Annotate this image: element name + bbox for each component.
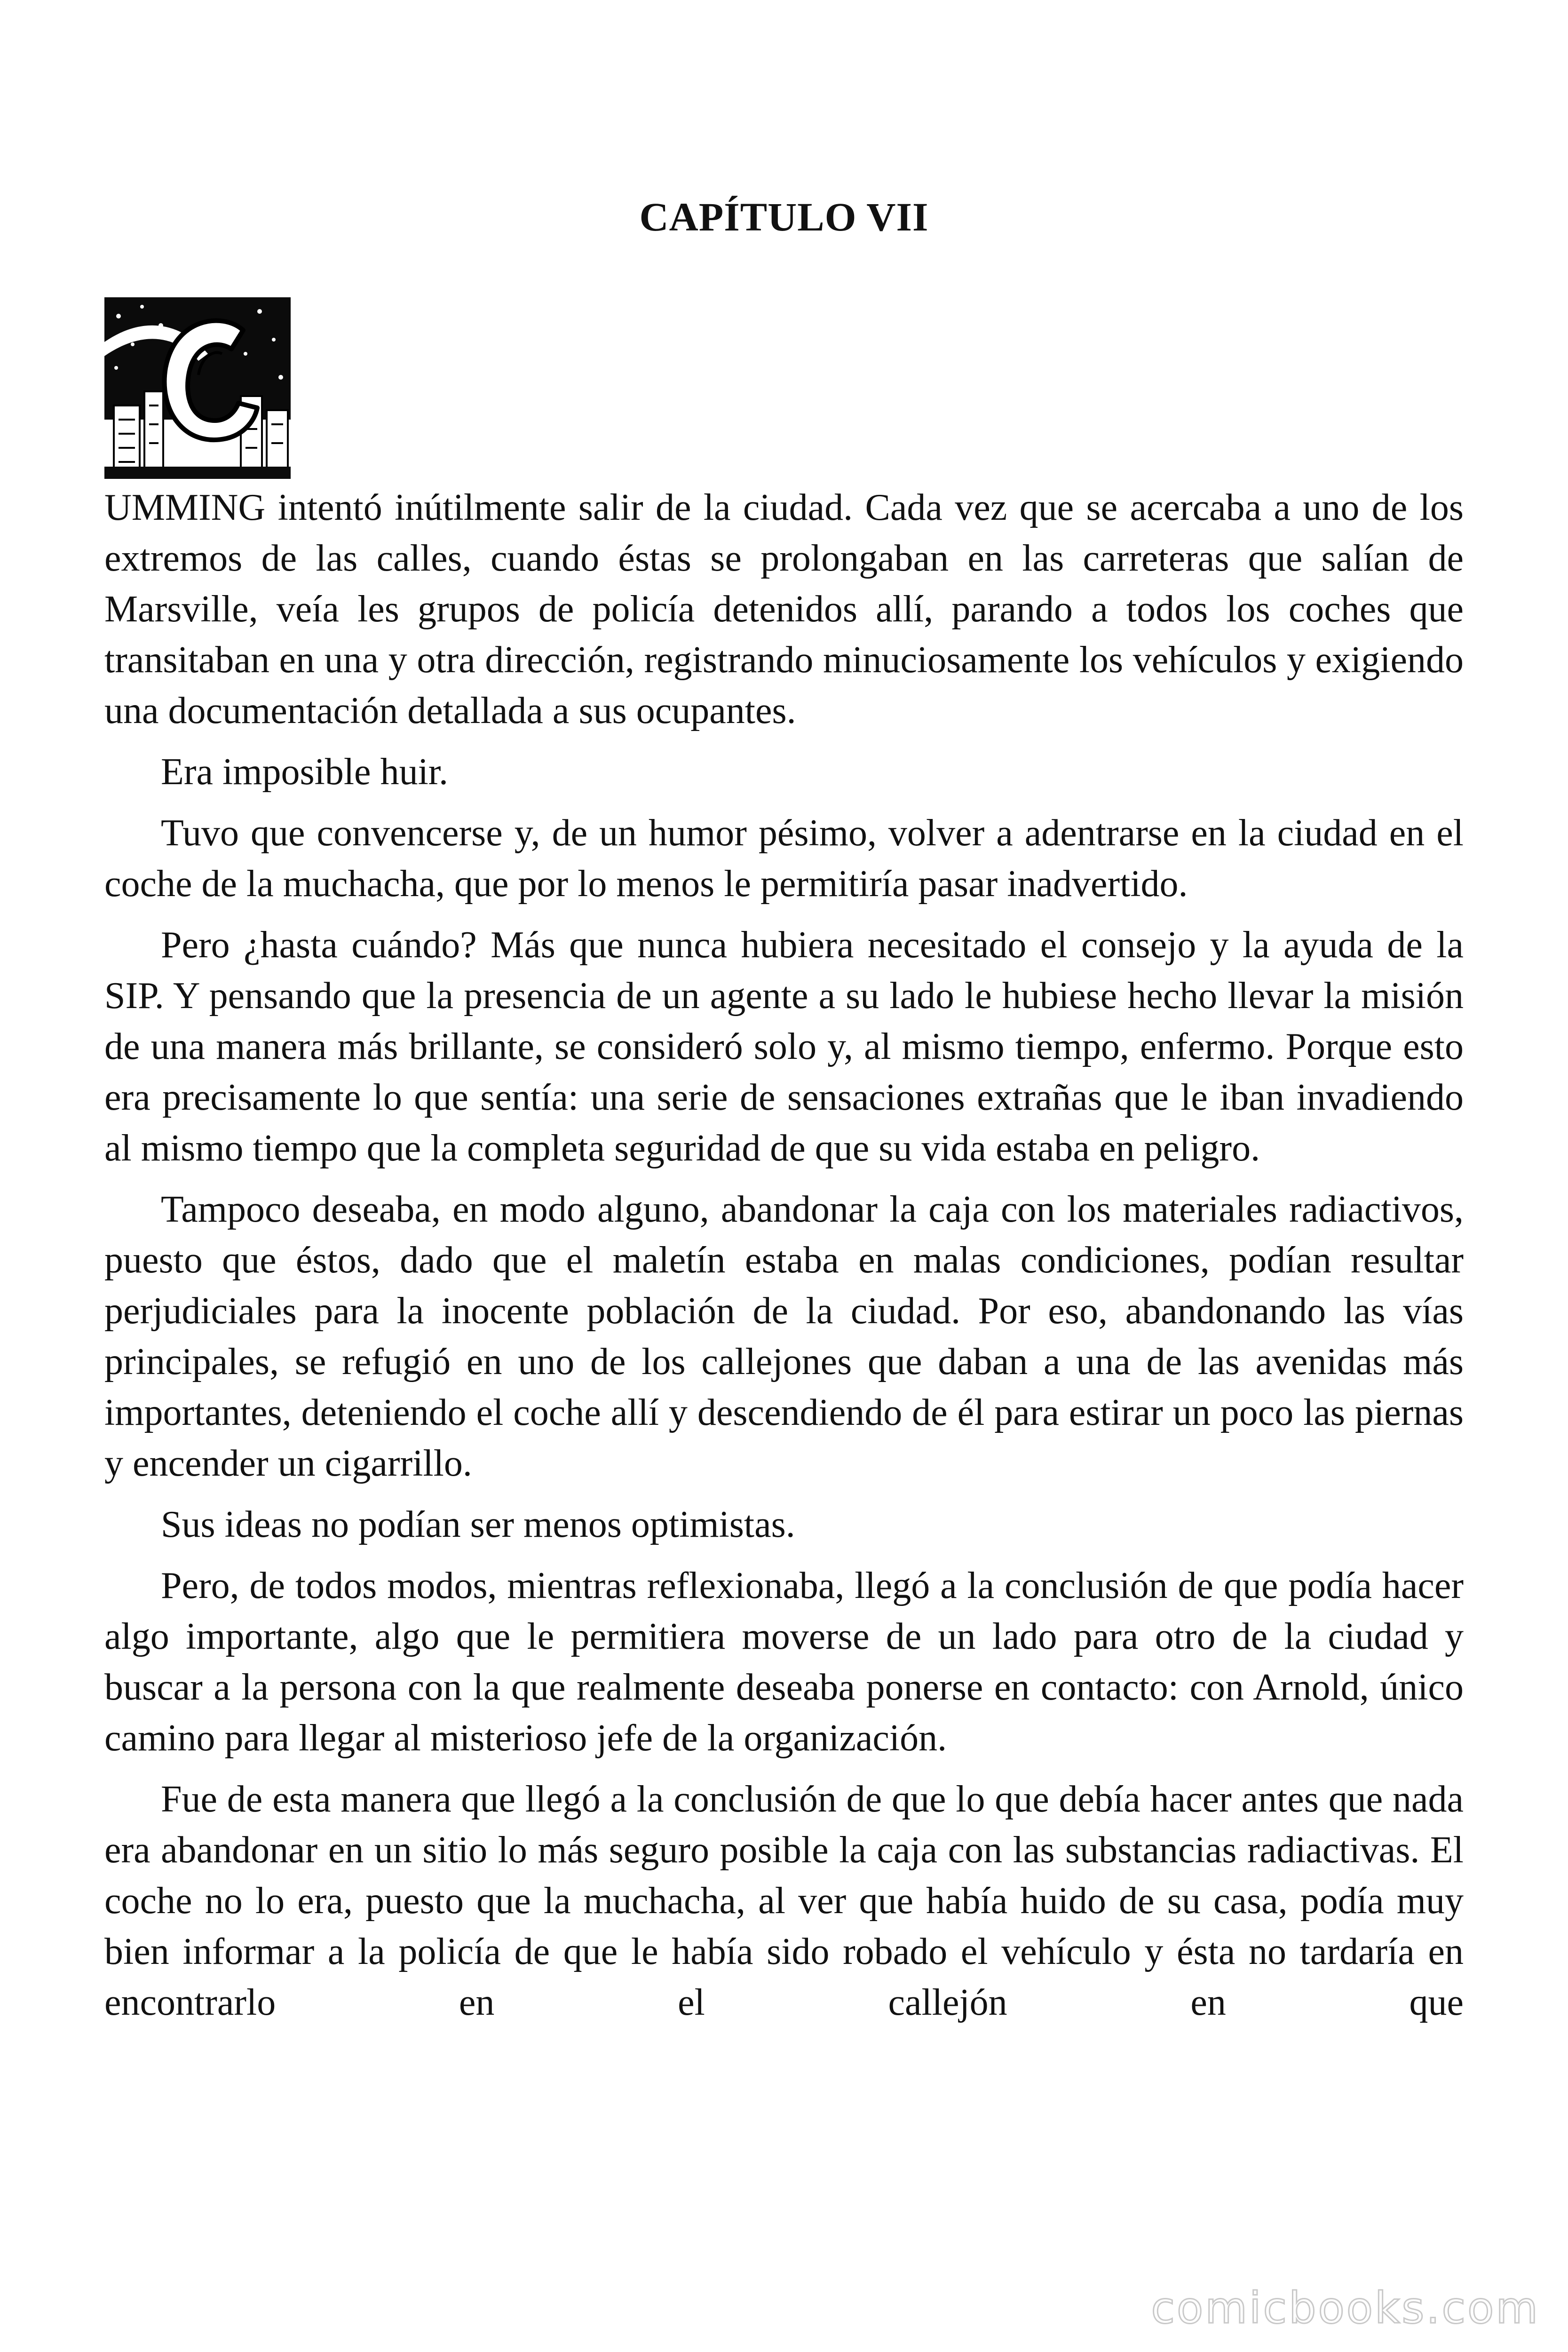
- illustrated-drop-cap-c-icon: [104, 297, 291, 479]
- watermark: comicbooks.com: [1151, 2283, 1540, 2333]
- paragraph: Pero ¿hasta cuándo? Más que nunca hubiera necesitado el consejo y la ayuda de la SIP. Y pensando que la presencia de un agente a su lado le hubiese hecho llevar la misión de una manera más brillante, se consideró solo y, al mismo tiempo, enfermo. Porque esto era precisamente lo que sentía: una serie de sensaciones extrañas que le iban invadiendo al mismo tiempo que la completa seguridad de que su vida estaba en peligro.: [104, 924, 1464, 1169]
- paragraph: Era imposible huir.: [161, 751, 449, 793]
- paragraph: Fue de esta manera que llegó a la conclusión de que lo que debía hacer antes que nada era abandonar en un sitio lo más seguro posible la caja con las substancias radiactivas. El coche no lo era, puesto que la muchacha, al ver que había huido de su casa, podía muy bien informar a la policía de que le había sido robado el vehículo y ésta no tardaría en encontrarlo en el callejón en que: [104, 1779, 1464, 2023]
- paragraph: Pero, de todos modos, mientras reflexionaba, llegó a la conclusión de que podía hacer algo importante, algo que le permitiera moverse de un lado para otro de la ciudad y buscar a la persona con la que realmente deseaba ponerse en contacto: con Arnold, único camino para llegar al misterioso jefe de la organización.: [104, 1565, 1464, 1759]
- chapter-title: CAPÍTULO VII: [639, 194, 929, 239]
- paragraph: Sus ideas no podían ser menos optimistas.: [161, 1504, 795, 1545]
- paragraph: Tampoco deseaba, en modo alguno, abandonar la caja con los materiales radiactivos, puesto que éstos, dado que el maletín estaba en malas condiciones, podían resultar perjudiciales para la inocente población de la ciudad. Por eso, abandonando las vías principales, se refugió en uno de los callejones que daban a una de las avenidas más importantes, deteniendo el coche allí y descendiendo de él para estirar un poco las piernas y encender un cigarrillo.: [104, 1189, 1464, 1484]
- paragraph: Tuvo que convencerse y, de un humor pésimo, volver a adentrarse en la ciudad en el coche de la muchacha, que por lo menos le permitiría pasar inadvertido.: [104, 812, 1464, 905]
- paragraph: UMMING intentó inútilmente salir de la ciudad. Cada vez que se acercaba a uno de los extremos de las calles, cuando éstas se prolongaban en las carreteras que salían de Marsville, veía les grupos de policía detenidos allí, parando a todos los coches que transitaban en una y otra dirección, registrando minuciosamente los vehículos y exigiendo una documentación detallada a sus ocupantes.: [104, 487, 1464, 731]
- chapter-body: [104, 482, 1464, 2038]
